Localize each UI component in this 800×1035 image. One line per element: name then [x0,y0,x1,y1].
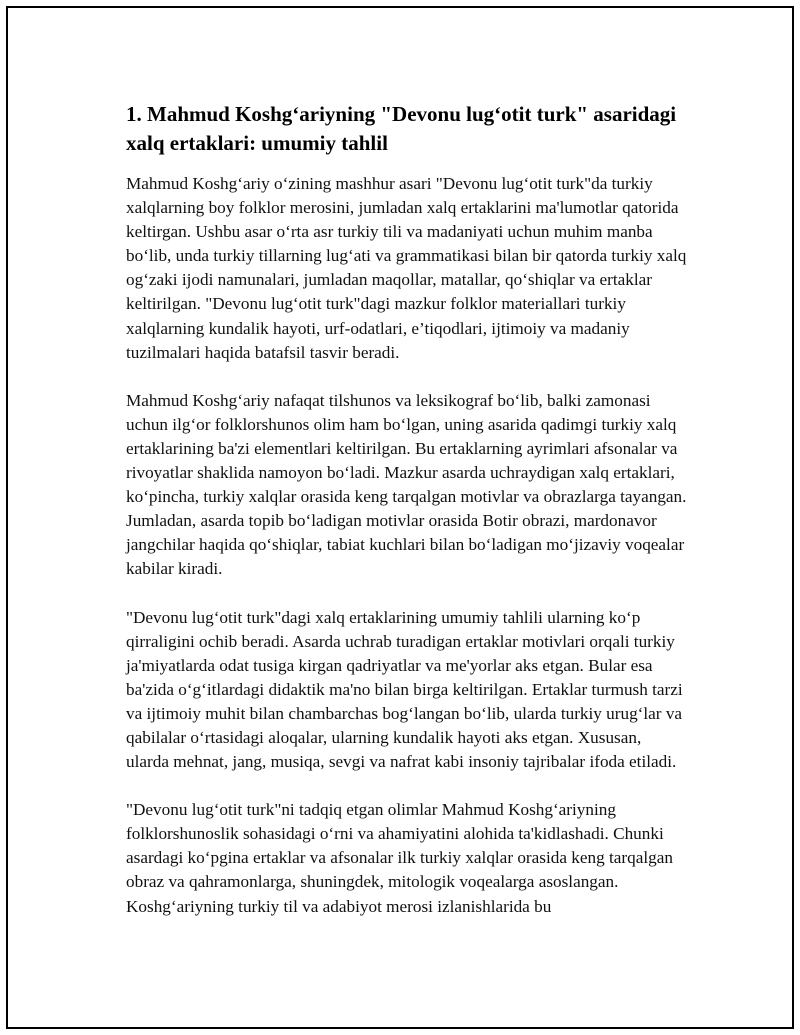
page-frame [6,6,794,1029]
document-content [126,100,688,943]
paragraph-4: "Devonu lug‘otit turk"ni tadqiq etgan olimlar Mahmud Koshg‘ariyning folklorshunoslik sohasidagi o‘rni va ahamiyatini alohida ta'kidlashadi. Chunki asardagi ko‘pgina ertaklar va afsonalar ilk turkiy xalqlar orasida keng tarqalgan obraz va qahramonlarga, shuningdek, mitologik voqealarga asoslangan. Koshg‘ariyning turkiy til va adabiyot merosi izlanishlarida bu [126,800,673,916]
paragraph-3: "Devonu lug‘otit turk"dagi xalq ertaklarining umumiy tahlili ularning ko‘p qirraligini ochib beradi. Asarda uchrab turadigan ertaklar motivlari orqali turkiy ja'miyatlarda odat tusiga kirgan qadriyatlar va me'yorlar aks etgan. Bular esa ba'zida o‘g‘itlardagi didaktik ma'no bilan birga keltirilgan. Ertaklar turmush tarzi va ijtimoiy muhit bilan chambarchas bog‘langan bo‘lib, ularda turkiy urug‘lar va qabilalar o‘rtasidagi aloqalar, ularning kundalik hayoti aks etgan. Xususan, ularda mehnat, jang, musiqa, sevgi va nafrat kabi insoniy tajribalar ifoda etiladi. [126,607,683,772]
paragraph-1: Mahmud Koshg‘ariy o‘zining mashhur asari "Devonu lug‘otit turk"da turkiy xalqlarning boy folklor merosini, jumladan xalq ertaklarini ma'lumotlar qatorida keltirgan. Ushbu asar o‘rta asr turkiy tili va madaniyati uchun muhim manba bo‘lib, unda turkiy tillarning lug‘ati va grammatikasi bilan bir qatorda turkiy xalq og‘zaki ijodi namunalari, jumladan maqollar, matallar, qo‘shiqlar va ertaklar keltirilgan. "Devonu lug‘otit turk"dagi mazkur folklor materiallari turkiy xalqlarning kundalik hayoti, urf-odatlari, e’tiqodlari, ijtimoiy va madaniy tuzilmalari haqida batafsil tasvir beradi. [126,174,687,362]
paragraph-2: Mahmud Koshg‘ariy nafaqat tilshunos va leksikograf bo‘lib, balki zamonasi uchun ilg‘or folklorshunos olim ham bo‘lgan, uning asarida qadimgi turkiy xalq ertaklarining ba'zi elementlari keltirilgan. Bu ertaklarning ayrimlari afsonalar va rivoyatlar shaklida namoyon bo‘ladi. Mazkur asarda uchraydigan xalq ertaklari, ko‘pincha, turkiy xalqlar orasida keng tarqalgan motivlar va obrazlarga tayangan. Jumladan, asarda topib bo‘ladigan motivlar orasida Botir obrazi, mardonavor jangchilar haqida qo‘shiqlar, tabiat kuchlari bilan bo‘ladigan mo‘jizaviy voqealar kabilar kiradi. [126,390,687,579]
document-title: 1. Mahmud Koshg‘ariyning "Devonu lug‘otit turk" asaridagi xalq ertaklari: umumiy tahlil [126,102,677,155]
